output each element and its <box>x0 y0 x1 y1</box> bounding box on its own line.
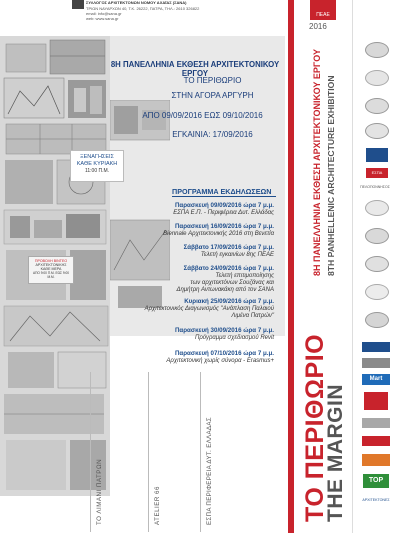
tours-line3: 11:00 Π.Μ. <box>84 168 110 174</box>
event-4-desc-2: των αρχιτεκτόνων Σουζάνας και <box>190 280 274 286</box>
label-port: ΤΟ ΛΙΜΑΝΙ ΠΑΤΡΩΝ <box>96 458 103 525</box>
vertical-title-en: 8TH PANHELLENIC ARCHITECTURE EXHIBITION <box>326 75 336 276</box>
association-name: ΣΥΛΛΟΓΟΣ ΑΡΧΙΤΕΚΤΟΝΩΝ ΝΟΜΟΥ ΑΧΑΪΑΣ (ΣΑΝΑ) <box>86 0 187 5</box>
exhibition-subtitle: ΤΟ ΠΕΡΙΘΩΡΙΟ <box>183 76 242 85</box>
pelop-logo: ΠΕΛΟΠΟΝΝΗΣΟΣ <box>360 185 390 189</box>
badge-label: ΠΕΑΕ <box>316 12 330 18</box>
exhibition-dates: ΑΠΟ 09/09/2016 ΕΩΣ 09/10/2016 <box>142 111 263 120</box>
peae-badge <box>310 0 336 20</box>
bottom-divider-3 <box>200 372 201 532</box>
projection-line4: ΑΠΟ 9:00 Π.Μ. ΕΩΣ 9:00 Μ.Μ. <box>32 271 70 279</box>
tours-box <box>70 150 124 182</box>
sponsor-square <box>364 392 388 410</box>
projection-box <box>28 256 74 284</box>
event-6-date: Παρασκευή 30/09/2016 ώρα 7 μ.μ. <box>174 327 274 334</box>
sponsor-bar-1 <box>362 342 390 352</box>
event-2-desc: Biennale Αρχιτεκτονικής 2016 στη Βενετία <box>163 231 274 237</box>
event-3-desc: Τελετή εγκαινίων 8ης ΠΕΑΕ <box>200 252 274 258</box>
event-2-date: Παρασκευή 16/09/2016 ώρα 7 μ.μ. <box>174 223 274 230</box>
eu-flag-icon <box>366 148 388 162</box>
event-6-desc: Πρόγραμμα σχεδιασμού Revit <box>194 335 274 341</box>
event-5-desc-2: Λιμένα Πατρών" <box>231 313 274 319</box>
projection-line3: ΚΑΘΕ ΜΕΡΑ <box>40 267 62 271</box>
event-1-date: Παρασκευή 09/09/2016 ώρα 7 μ.μ. <box>174 202 274 209</box>
label-espa: ΕΣΠΑ ΠΕΡΙΦΕΡΕΙΑ ΔΥΤ. ΕΛΛΑΔΑΣ <box>206 417 213 525</box>
program-heading-underline <box>172 196 276 197</box>
projection-line1: ΠΡΟΒΟΛΗ ΒΙΝΤΕΟ <box>34 259 68 263</box>
espa-logo: ΕΣΠΑ <box>366 168 388 178</box>
sponsor-seal-9 <box>365 312 389 328</box>
sponsor-bar-2 <box>362 358 390 368</box>
big-title-gr: ΤΟ ΠΕΡΙΘΩΡΙΟ <box>301 333 329 522</box>
association-address: ΤΡΙΩΝ ΝΑΥΑΡΧΩΝ 40, Τ.Κ. 26222, ΠΑΤΡΑ, ΤΗΛ.: 2610 326822 <box>86 6 200 11</box>
exhibition-title: 8Η ΠΑΝΕΛΛΗΝΙΑ ΕΚΘΕΣΗ ΑΡΧΙΤΕΚΤΟΝΙΚΟΥ ΕΡΓΟΥ <box>110 60 280 78</box>
sponsor-column-divider <box>352 0 353 533</box>
event-5-desc-1: Αρχιτεκτονικός Διαγωνισμός "Ανάπλαση Παλαιού <box>144 306 274 312</box>
sponsor-seal-5 <box>365 200 389 216</box>
event-3-date: Σάββατο 17/09/2016 ώρα 7 μ.μ. <box>183 244 274 251</box>
projection-line2: ΑΡΧΙΤΕΚΤΟΝΙΚΗΣ <box>35 263 67 267</box>
event-7-desc: Αρχιτεκτονική χωρίς σύνορα - Erasmus+ <box>166 358 274 364</box>
sponsor-seal-4 <box>365 123 389 139</box>
mart-logo: Mart <box>362 374 390 385</box>
bottom-divider-1 <box>90 372 91 532</box>
red-stripe <box>288 0 294 533</box>
event-1-desc: ΕΣΠΑ Ε.Π. - Περιφέρεια Δυτ. Ελλάδας <box>173 210 274 216</box>
event-4-desc-1: Τελετή επιτιμοποίησης <box>215 273 274 279</box>
sponsor-bar-3 <box>362 418 390 428</box>
tours-line1: ΞΕΝΑΓΗΣΕΙΣ <box>80 154 114 160</box>
exhibition-opening: ΕΓΚΑΙΝΙΑ: 17/09/2016 <box>172 130 253 139</box>
event-5-date: Κυριακή 25/09/2016 ώρα 7 μ.μ. <box>184 298 274 305</box>
exhibition-venue: ΣΤΗΝ ΑΓΟΡΑ ΑΡΓΥΡΗ <box>171 91 254 100</box>
badge-year: 2016 <box>309 22 327 31</box>
sponsor-seal-3 <box>365 98 389 114</box>
architects-logo: ΑΡΧΙΤΕΚΤΟΝΕΣ <box>362 498 390 502</box>
big-title-en: THE MARGIN <box>324 384 347 522</box>
sponsor-seal-1 <box>365 42 389 58</box>
sponsor-seal-8 <box>365 284 389 300</box>
sponsor-bar-5 <box>362 454 390 466</box>
sponsor-seal-2 <box>365 70 389 86</box>
sponsor-seal-6 <box>365 228 389 244</box>
association-email: email: info@sana.gr <box>86 11 122 16</box>
tours-line2: ΚΑΘΕ ΚΥΡΙΑΚΗ <box>76 161 118 167</box>
top-logo: TOP <box>363 474 389 488</box>
event-4-desc-3: Δημήτρη Αντωνακάκη από τον ΣΑΝΑ <box>176 287 274 293</box>
vertical-title-gr: 8Η ΠΑΝΕΛΛΗΝΙΑ ΕΚΘΕΣΗ ΑΡΧΙΤΕΚΤΟΝΙΚΟΥ ΕΡΓΟΥ <box>312 48 322 276</box>
association-web: web: www.sana.gr <box>86 16 119 21</box>
sponsor-bar-4 <box>362 436 390 446</box>
sponsor-seal-7 <box>365 256 389 272</box>
event-4-date: Σάββατο 24/09/2016 ώρα 7 μ.μ. <box>183 265 274 272</box>
event-7-date: Παρασκευή 07/10/2016 ώρα 7 μ.μ. <box>174 350 274 357</box>
program-heading: ΠΡΟΓΡΑΜΜΑ ΕΚΔΗΛΩΣΕΩΝ <box>172 187 272 196</box>
label-atelier: ATELIER 66 <box>154 486 161 525</box>
header-logo-box <box>72 0 84 9</box>
bottom-divider-2 <box>148 372 149 532</box>
